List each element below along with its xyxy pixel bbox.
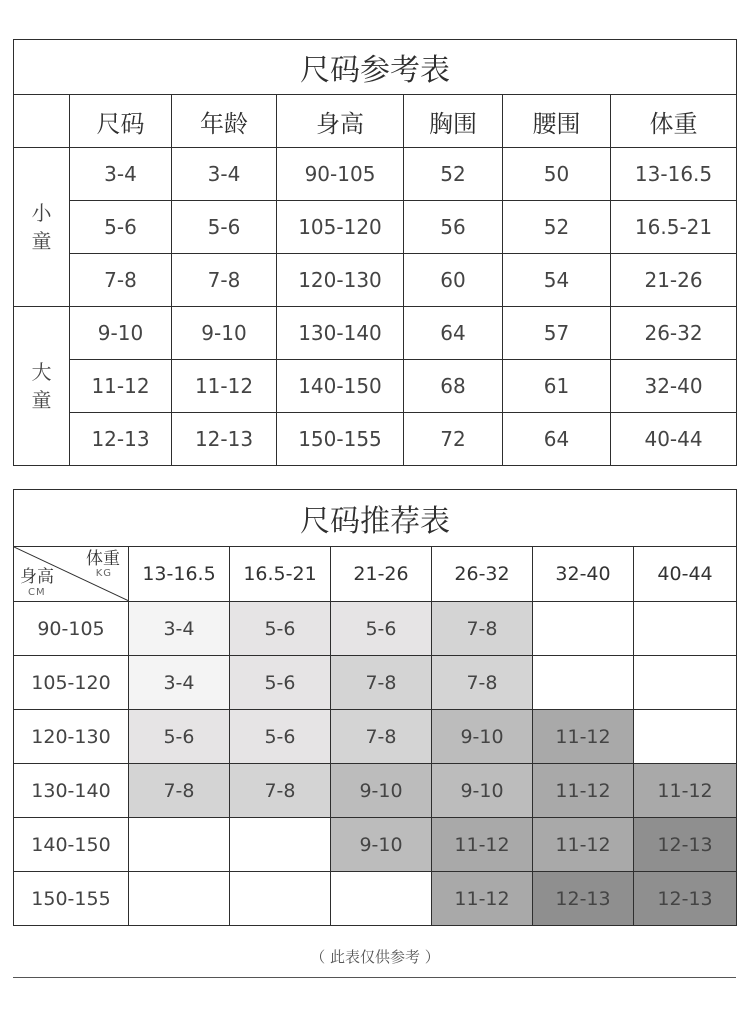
corner-height-label: 身高 (20, 567, 54, 587)
size-cell: 9-10 (331, 818, 432, 872)
disclaimer-note: （ 此表仅供参考 ） (310, 948, 440, 966)
header-empty-cell (14, 95, 70, 148)
size-cell: 7-8 (331, 710, 432, 764)
size-cell: 7-8 (230, 764, 331, 818)
cell: 16.5-21 (611, 201, 737, 254)
table-row (14, 360, 737, 413)
size-cell: 5-6 (230, 602, 331, 656)
size-recommend-table (13, 489, 737, 926)
size-cell (634, 602, 737, 656)
reference-header-row (14, 95, 737, 148)
weight-column-header: 32-40 (533, 547, 634, 602)
table-row (14, 413, 737, 466)
cell: 13-16.5 (611, 148, 737, 201)
size-cell: 9-10 (331, 764, 432, 818)
table-row (14, 201, 737, 254)
height-row-header: 130-140 (14, 764, 129, 818)
weight-column-header: 26-32 (432, 547, 533, 602)
height-row-header: 90-105 (14, 602, 129, 656)
cell: 9-10 (70, 307, 172, 360)
header-height: 身高 (277, 95, 404, 148)
cell: 7-8 (172, 254, 277, 307)
table-row (14, 764, 737, 818)
recommend-table-title: 尺码推荐表 (14, 490, 737, 547)
cell: 61 (503, 360, 611, 413)
size-reference-table (13, 39, 737, 466)
size-cell: 11-12 (533, 710, 634, 764)
header-weight: 体重 (611, 95, 737, 148)
corner-height-unit: CM (28, 587, 46, 598)
height-row-header: 105-120 (14, 656, 129, 710)
size-cell: 7-8 (129, 764, 230, 818)
cell: 40-44 (611, 413, 737, 466)
cell: 52 (404, 148, 503, 201)
reference-table-title: 尺码参考表 (14, 40, 737, 95)
cell: 54 (503, 254, 611, 307)
cell: 64 (503, 413, 611, 466)
table-row (14, 148, 737, 201)
size-cell: 12-13 (634, 872, 737, 926)
size-cell: 11-12 (432, 872, 533, 926)
cell: 5-6 (70, 201, 172, 254)
size-cell: 11-12 (634, 764, 737, 818)
cell: 21-26 (611, 254, 737, 307)
cell: 90-105 (277, 148, 404, 201)
group-label-big-kids: 大 童 (14, 307, 70, 466)
cell: 5-6 (172, 201, 277, 254)
table-row (14, 818, 737, 872)
cell: 3-4 (172, 148, 277, 201)
size-cell: 7-8 (432, 656, 533, 710)
group-label-small-kids: 小 童 (14, 148, 70, 307)
size-cell: 3-4 (129, 602, 230, 656)
cell: 120-130 (277, 254, 404, 307)
cell: 57 (503, 307, 611, 360)
weight-column-header: 21-26 (331, 547, 432, 602)
cell: 11-12 (70, 360, 172, 413)
header-chest: 胸围 (404, 95, 503, 148)
cell: 68 (404, 360, 503, 413)
size-cell: 9-10 (432, 710, 533, 764)
size-cell (129, 872, 230, 926)
weight-column-header: 13-16.5 (129, 547, 230, 602)
cell: 64 (404, 307, 503, 360)
cell: 9-10 (172, 307, 277, 360)
cell: 72 (404, 413, 503, 466)
cell: 12-13 (172, 413, 277, 466)
cell: 150-155 (277, 413, 404, 466)
cell: 50 (503, 148, 611, 201)
cell: 11-12 (172, 360, 277, 413)
size-cell: 9-10 (432, 764, 533, 818)
size-cell: 5-6 (129, 710, 230, 764)
corner-weight-label: 体重 (86, 549, 120, 569)
corner-cell (14, 547, 129, 602)
size-cell (634, 710, 737, 764)
cell: 32-40 (611, 360, 737, 413)
table-row (14, 254, 737, 307)
height-row-header: 150-155 (14, 872, 129, 926)
size-cell (230, 818, 331, 872)
table-row (14, 602, 737, 656)
corner-weight-unit: KG (95, 568, 112, 579)
size-cell: 3-4 (129, 656, 230, 710)
size-cell (230, 872, 331, 926)
size-cell (129, 818, 230, 872)
table-row (14, 656, 737, 710)
cell: 130-140 (277, 307, 404, 360)
table-row (14, 872, 737, 926)
footer-divider (13, 977, 736, 978)
header-age: 年龄 (172, 95, 277, 148)
weight-column-header: 16.5-21 (230, 547, 331, 602)
size-cell (533, 656, 634, 710)
weight-column-header: 40-44 (634, 547, 737, 602)
size-cell: 7-8 (432, 602, 533, 656)
size-cell: 11-12 (533, 818, 634, 872)
header-waist: 腰围 (503, 95, 611, 148)
table-row (14, 710, 737, 764)
cell: 140-150 (277, 360, 404, 413)
size-cell: 12-13 (533, 872, 634, 926)
recommend-header-row (14, 547, 737, 602)
cell: 3-4 (70, 148, 172, 201)
size-cell (331, 872, 432, 926)
size-cell: 5-6 (230, 656, 331, 710)
size-cell: 5-6 (230, 710, 331, 764)
height-row-header: 120-130 (14, 710, 129, 764)
size-cell: 11-12 (533, 764, 634, 818)
header-size: 尺码 (70, 95, 172, 148)
size-cell: 12-13 (634, 818, 737, 872)
cell: 56 (404, 201, 503, 254)
cell: 12-13 (70, 413, 172, 466)
size-cell: 7-8 (331, 656, 432, 710)
height-row-header: 140-150 (14, 818, 129, 872)
cell: 52 (503, 201, 611, 254)
size-cell: 11-12 (432, 818, 533, 872)
size-cell (634, 656, 737, 710)
cell: 60 (404, 254, 503, 307)
table-row (14, 307, 737, 360)
cell: 105-120 (277, 201, 404, 254)
size-cell (533, 602, 634, 656)
cell: 7-8 (70, 254, 172, 307)
cell: 26-32 (611, 307, 737, 360)
size-cell: 5-6 (331, 602, 432, 656)
recommend-body (14, 602, 737, 926)
